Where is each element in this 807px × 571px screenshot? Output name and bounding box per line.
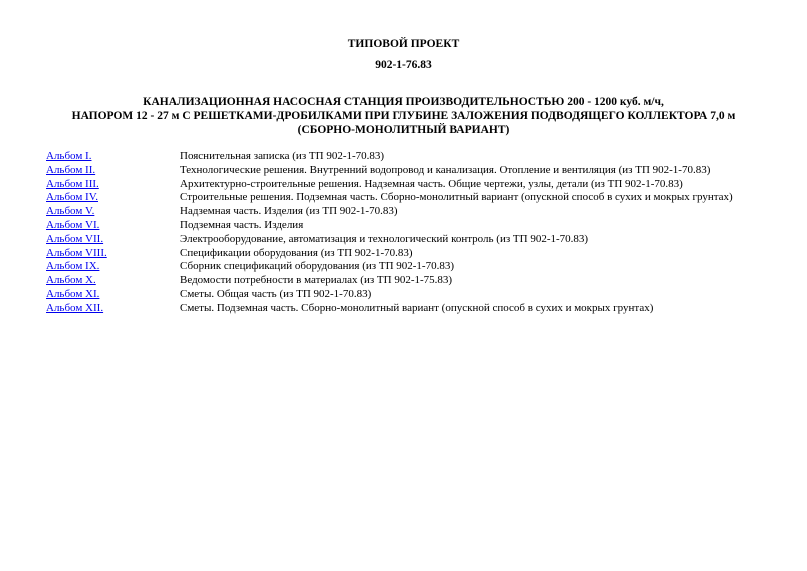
album-link-7[interactable]: Альбом VII. [46,232,104,245]
album-row-2 [46,164,786,178]
album-link-3[interactable]: Альбом III. [46,177,99,190]
album-row-3 [46,178,786,192]
album-description-9: Сборник спецификаций оборудования (из ТП 902-1-70.83) [180,260,455,273]
album-description-12: Сметы. Подземная часть. Сборно-монолитный вариант (опускной способ в сухих и мокрых грунтах) [180,301,654,314]
project-title-line-2: НАПОРОМ 12 - 27 м С РЕШЕТКАМИ-ДРОБИЛКАМИ ПРИ ГЛУБИНЕ ЗАЛОЖЕНИЯ ПОДВОДЯЩЕГО КОЛЛЕКТОРА 7,0 м [71,110,736,122]
album-row-1 [46,150,786,164]
album-row-8 [46,247,786,261]
album-row-7 [46,233,786,247]
album-row-10 [46,274,786,288]
album-description-3: Архитектурно-строительные решения. Надземная часть. Общие чертежи, узлы, детали (из ТП 902-1-70.83) [180,177,683,190]
album-description-10: Ведомости потребности в материалах (из ТП 902-1-75.83) [180,274,453,287]
album-description-5: Надземная часть. Изделия (из ТП 902-1-70.83) [180,205,398,218]
album-row-12 [46,302,786,316]
project-type-heading: ТИПОВОЙ ПРОЕКТ [347,38,460,50]
album-link-11[interactable]: Альбом XI. [46,287,100,300]
album-link-4[interactable]: Альбом IV. [46,191,98,204]
album-row-9 [46,260,786,274]
album-description-11: Сметы. Общая часть (из ТП 902-1-70.83) [180,287,372,300]
album-description-2: Технологические решения. Внутренний водопровод и канализация. Отопление и вентиляция (из ТП 902-1-70.83) [180,163,711,176]
album-link-12[interactable]: Альбом XII. [46,301,104,314]
album-link-6[interactable]: Альбом VI. [46,218,100,231]
album-list [46,150,786,316]
album-link-10[interactable]: Альбом X. [46,274,96,287]
album-link-2[interactable]: Альбом II. [46,163,96,176]
album-link-1[interactable]: Альбом I. [46,150,92,162]
album-row-11 [46,288,786,302]
album-description-1: Пояснительная записка (из ТП 902-1-70.83) [180,150,385,162]
project-title-line-3: (СБОРНО-МОНОЛИТНЫЙ ВАРИАНТ) [297,124,510,136]
album-description-6: Подземная часть. Изделия [180,218,304,231]
project-title-line-1: КАНАЛИЗАЦИОННАЯ НАСОСНАЯ СТАНЦИЯ ПРОИЗВОДИТЕЛЬНОСТЬЮ 200 - 1200 куб. м/ч, [143,96,664,108]
album-link-5[interactable]: Альбом V. [46,205,95,218]
project-title [0,95,807,137]
album-row-4 [46,191,786,205]
album-description-8: Спецификации оборудования (из ТП 902-1-70.83) [180,246,413,259]
album-link-9[interactable]: Альбом IX. [46,260,100,273]
album-link-8[interactable]: Альбом VIII. [46,246,107,259]
project-code-heading: 902-1-76.83 [375,59,432,71]
album-description-7: Электрооборудование, автоматизация и технологический контроль (из ТП 902-1-70.83) [180,232,589,245]
album-description-4: Строительные решения. Подземная часть. Сборно-монолитный вариант (опускной способ в сухих и мокрых грунтах) [180,191,733,204]
album-row-6 [46,219,786,233]
album-row-5 [46,205,786,219]
